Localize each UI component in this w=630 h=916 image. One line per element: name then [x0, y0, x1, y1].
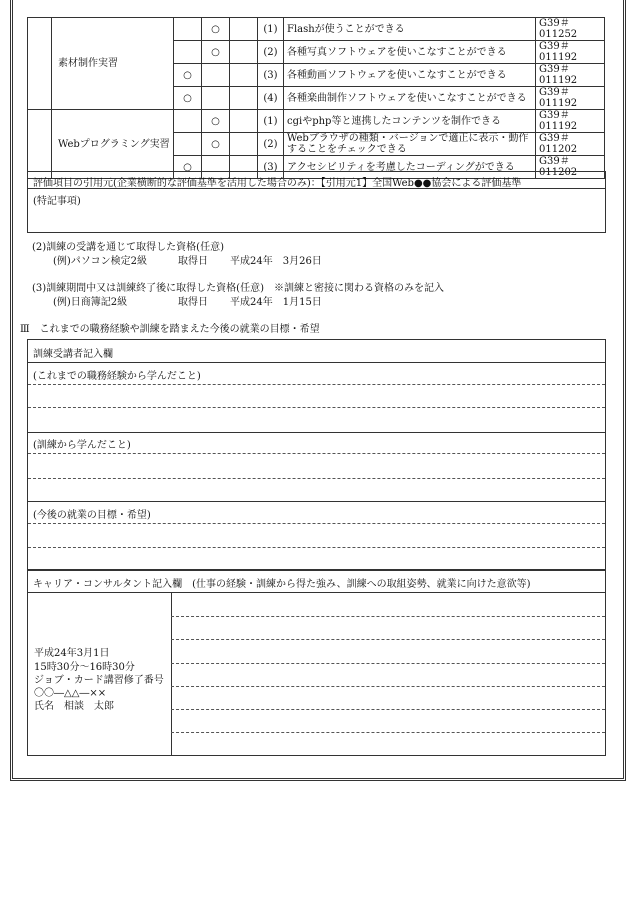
- level-col-3: [230, 64, 258, 87]
- qual-other-heading: (3)訓練期間中又は訓練終了後に取得した資格(任意) ※訓練と密接に関わる資格のみを記入: [32, 283, 444, 294]
- level-col-1: [174, 133, 202, 156]
- item-number: (4): [258, 87, 284, 110]
- level-col-1: [174, 110, 202, 133]
- item-code: G39＃011202: [536, 156, 605, 179]
- consult-date: 平成24年3月1日: [34, 648, 110, 659]
- citation-box: [27, 171, 606, 233]
- level-col-3: [230, 110, 258, 133]
- qual-other-example: (例)日商簿記2級: [53, 297, 128, 308]
- level-col-1: ○: [174, 156, 202, 179]
- level-col-3: [230, 41, 258, 64]
- level-col-1: [174, 18, 202, 41]
- item-code: G39＃011252: [536, 18, 605, 41]
- qual-during-date-value: 平成24年 3月26日: [230, 256, 322, 267]
- section3-title: Ⅲ これまでの職務経験や訓練を踏まえた今後の就業の目標・希望: [20, 324, 320, 335]
- eval-row: [28, 18, 605, 41]
- item-code: G39＃011192: [536, 87, 605, 110]
- item-number: (1): [258, 18, 284, 41]
- item-number: (1): [258, 110, 284, 133]
- item-code: G39＃011192: [536, 41, 605, 64]
- consultant-entry-box: [27, 569, 606, 756]
- level-col-3: [230, 18, 258, 41]
- item-text: Webブラウザの種類・バージョンで適正に表示・動作することをチェックできる: [284, 133, 536, 156]
- level-col-3: [230, 133, 258, 156]
- item-number: (3): [258, 64, 284, 87]
- qual-during-date-label: 取得日: [178, 256, 208, 267]
- evaluation-table: [27, 17, 605, 179]
- consult-time: 15時30分～16時30分: [34, 662, 135, 673]
- card-number-label: ジョブ・カード講習修了番号: [34, 675, 164, 686]
- level-col-2: [202, 64, 230, 87]
- level-col-3: [230, 87, 258, 110]
- item-text: アクセシビリティを考慮したコーディングができる: [284, 156, 536, 179]
- item-number: (2): [258, 133, 284, 156]
- item-code: G39＃011192: [536, 64, 605, 87]
- trainee-entry-box: [27, 339, 606, 571]
- qual-other-date-value: 平成24年 1月15日: [230, 297, 322, 308]
- qual-during-heading: (2)訓練の受講を通じて取得した資格(任意): [32, 242, 224, 253]
- sub-training-learned-label: (訓練から学んだこと): [33, 440, 131, 451]
- item-text: 各種楽曲制作ソフトウェアを使いこなすことができる: [284, 87, 536, 110]
- citation-text: 評価項目の引用元(企業横断的な評価基準を活用した場合のみ)：【引用元1】全国Web●●協会による評価基準: [33, 178, 522, 189]
- level-col-2: ○: [202, 41, 230, 64]
- item-text: 各種写真ソフトウェアを使いこなすことができる: [284, 41, 536, 64]
- item-code: G39＃011192: [536, 110, 605, 133]
- level-col-2: [202, 87, 230, 110]
- card-number-value: 〇〇―△△―××: [34, 688, 107, 699]
- special-notes-label: (特記事項): [33, 196, 81, 207]
- eval-group-name: Webプログラミング実習: [52, 110, 174, 179]
- eval-group-name: 素材制作実習: [52, 18, 174, 110]
- level-col-2: ○: [202, 18, 230, 41]
- level-col-1: ○: [174, 64, 202, 87]
- level-col-1: ○: [174, 87, 202, 110]
- level-col-2: ○: [202, 133, 230, 156]
- qual-during-example: (例)パソコン検定2級: [53, 256, 147, 267]
- level-col-2: ○: [202, 110, 230, 133]
- trainee-header: 訓練受講者記入欄: [33, 349, 113, 360]
- item-code: G39＃011202: [536, 133, 605, 156]
- consultant-name: 氏名 相談 太郎: [34, 701, 114, 712]
- eval-row: [28, 110, 605, 133]
- sub-work-experience-label: (これまでの職務経験から学んだこと): [33, 371, 201, 382]
- level-col-1: [174, 41, 202, 64]
- consultant-header: キャリア・コンサルタント記入欄 (仕事の経験・訓練から得た強み、訓練への取組姿勢、就業に向けた意欲等): [33, 579, 531, 590]
- item-text: cgiやphp等と連携したコンテンツを制作できる: [284, 110, 536, 133]
- qual-other-date-label: 取得日: [178, 297, 208, 308]
- item-number: (3): [258, 156, 284, 179]
- sub-goals-label: (今後の就業の目標・希望): [33, 510, 151, 521]
- item-text: 各種動画ソフトウェアを使いこなすことができる: [284, 64, 536, 87]
- item-number: (2): [258, 41, 284, 64]
- item-text: Flashが使うことができる: [284, 18, 536, 41]
